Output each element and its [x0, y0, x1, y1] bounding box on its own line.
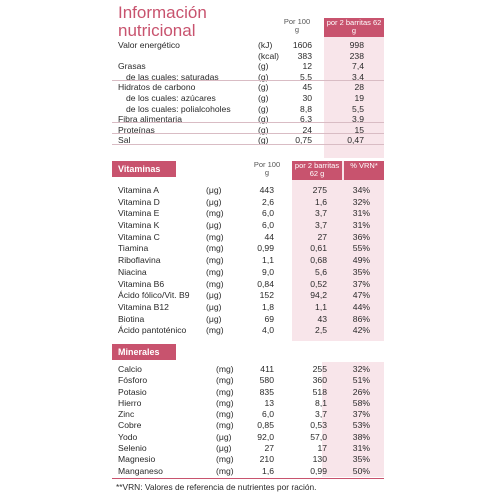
cell-v2: 275 [312, 185, 327, 195]
cell-unit: (μg) [206, 301, 222, 312]
cell-v100: 443 [259, 185, 274, 195]
table-row [112, 279, 384, 291]
cell-vrn: 55% [352, 243, 370, 254]
table-row [112, 454, 384, 465]
cell-vrn: 51% [352, 375, 370, 386]
cell-label: Magnesio [118, 454, 156, 465]
cell-unit: (mg) [206, 208, 224, 219]
cell-label: Vitamina K [118, 220, 160, 231]
cell-v2: 130 [312, 454, 327, 465]
table-row [112, 314, 384, 326]
cell-label: Sal [118, 135, 131, 146]
cell-v2: 255 [312, 364, 327, 374]
vit-per100-header: Por 100 g [253, 160, 281, 177]
divider [112, 133, 384, 134]
cell-unit: (g) [258, 124, 269, 135]
title-line-2: nutricional [118, 21, 196, 40]
cell-vrn: 32% [352, 196, 370, 207]
table-row [112, 420, 384, 431]
per2-header: por 2 barritas 62 g [324, 18, 384, 37]
table-row [112, 40, 384, 51]
cell-label: Fibra alimentaria [118, 114, 182, 125]
cell-unit: (mg) [216, 386, 234, 397]
table-row [112, 93, 384, 104]
cell-vrn: 44% [352, 301, 370, 312]
cell-v100: 9,0 [262, 266, 274, 277]
cell-vrn: 34% [352, 185, 370, 195]
minerals-rows [112, 364, 384, 477]
cell-label: de los cuales: azúcares [126, 92, 216, 103]
title-line-1: Información [118, 3, 207, 22]
table-row [112, 325, 384, 337]
per100-header: Por 100 g [283, 17, 311, 34]
table-row [112, 375, 384, 386]
cell-vrn: 26% [352, 386, 370, 397]
cell-v100: 44 [264, 231, 274, 242]
cell-v2: 998 [349, 40, 364, 50]
cell-v100: 0,85 [257, 420, 274, 431]
cell-v2: 1,1 [315, 301, 327, 312]
cell-label: Ácido pantoténico [118, 325, 187, 336]
cell-v2: 1,6 [315, 196, 327, 207]
divider [112, 122, 384, 123]
cell-vrn: 32% [352, 364, 370, 374]
cell-v100: 383 [297, 50, 312, 61]
cell-vrn: 49% [352, 255, 370, 266]
cell-unit: (mg) [216, 397, 234, 408]
cell-label: Riboflavina [118, 255, 161, 266]
cell-label: Hierro [118, 397, 142, 408]
cell-v100: 1,6 [262, 465, 274, 476]
cell-label: Vitamina B12 [118, 301, 169, 312]
cell-label: Cobre [118, 420, 142, 431]
cell-unit: (mg) [206, 325, 224, 336]
cell-unit: (g) [258, 82, 269, 93]
divider [112, 80, 384, 81]
cell-unit: (mg) [206, 255, 224, 266]
cell-label: de los cuales: polialcoholes [126, 103, 231, 114]
cell-vrn: 86% [352, 313, 370, 324]
cell-unit: (kcal) [258, 50, 280, 61]
cell-v2: 3,9 [352, 114, 364, 125]
table-row [112, 104, 384, 115]
cell-label: Niacina [118, 266, 147, 277]
main-rows [112, 40, 384, 146]
cell-vrn: 42% [352, 325, 370, 336]
cell-v2: 8,1 [315, 397, 327, 408]
cell-label: Vitamina C [118, 231, 160, 242]
cell-vrn: 35% [352, 454, 370, 465]
cell-label: Vitamina D [118, 196, 160, 207]
cell-unit: (μg) [216, 443, 232, 454]
cell-v2: 0,68 [310, 255, 327, 266]
table-row [112, 290, 384, 302]
cell-v100: 24 [302, 124, 312, 135]
cell-v100: 6,3 [300, 114, 312, 125]
cell-label: Manganeso [118, 465, 163, 476]
cell-unit: (g) [258, 61, 269, 72]
cell-label: de las cuales: saturadas [126, 71, 219, 82]
table-row [112, 302, 384, 314]
cell-v100: 6,0 [262, 409, 274, 420]
cell-label: Vitamina A [118, 185, 159, 195]
cell-label: Biotina [118, 313, 145, 324]
cell-v100: 6,0 [262, 208, 274, 219]
cell-v100: 1,1 [262, 255, 274, 266]
cell-unit: (μg) [216, 431, 232, 442]
cell-label: Yodo [118, 431, 138, 442]
table-row [112, 255, 384, 267]
table-row [112, 220, 384, 232]
table-row [112, 61, 384, 72]
cell-unit: (mg) [206, 278, 224, 289]
vit-vrn-header: % VRN* [344, 161, 384, 180]
cell-v100: 30 [302, 92, 312, 103]
cell-v2: 28 [354, 82, 364, 93]
vit-per2-header: por 2 barritas 62 g [292, 161, 342, 180]
cell-unit: (mg) [206, 243, 224, 254]
vitamins-table [112, 161, 384, 343]
cell-label: Selenio [118, 443, 147, 454]
cell-unit: (g) [258, 135, 269, 146]
cell-vrn: 35% [352, 266, 370, 277]
table-row [112, 387, 384, 398]
table-row [112, 398, 384, 409]
cell-label: Zinc [118, 409, 135, 420]
cell-v100: 13 [264, 397, 274, 408]
cell-v100: 2,6 [262, 196, 274, 207]
table-row [112, 232, 384, 244]
cell-v100: 12 [302, 61, 312, 72]
cell-v2: 43 [317, 313, 327, 324]
cell-vrn: 37% [352, 278, 370, 289]
cell-v2: 0,99 [310, 465, 327, 476]
cell-vrn: 58% [352, 397, 370, 408]
table-row [112, 409, 384, 420]
cell-unit: (mg) [216, 375, 234, 386]
cell-v2: 3,4 [352, 71, 364, 82]
cell-vrn: 50% [352, 465, 370, 476]
cell-v2: 238 [349, 50, 364, 61]
divider [112, 144, 384, 145]
table-row [112, 197, 384, 209]
vrn-footnote: **VRN: Valores de referencia de nutrientes por ración. [116, 482, 317, 492]
cell-vrn: 36% [352, 231, 370, 242]
cell-label: Potasio [118, 386, 147, 397]
cell-vrn: 53% [352, 420, 370, 431]
cell-v100: 1606 [292, 40, 312, 50]
cell-v100: 5,5 [300, 71, 312, 82]
cell-v2: 5,5 [352, 103, 364, 114]
cell-label: Hidratos de carbono [118, 82, 196, 93]
cell-v2: 2,5 [315, 325, 327, 336]
cell-unit: (μg) [206, 313, 222, 324]
cell-v100: 0,84 [257, 278, 274, 289]
cell-v100: 580 [259, 375, 274, 386]
cell-v2: 0,47 [347, 135, 364, 146]
bottom-divider [112, 478, 384, 479]
cell-label: Valor energético [118, 40, 180, 50]
cell-vrn: 47% [352, 290, 370, 301]
cell-v100: 411 [260, 364, 274, 374]
cell-v100: 45 [302, 82, 312, 93]
cell-v2: 518 [312, 386, 327, 397]
cell-unit: (mg) [206, 266, 224, 277]
cell-v100: 210 [259, 454, 274, 465]
cell-vrn: 31% [352, 443, 370, 454]
cell-v2: 0,61 [310, 243, 327, 254]
cell-label: Tiamina [118, 243, 149, 254]
vitamins-rows [112, 185, 384, 337]
cell-unit: (mg) [216, 454, 234, 465]
cell-v100: 92,0 [257, 431, 274, 442]
cell-v2: 15 [354, 124, 364, 135]
table-row [112, 364, 384, 375]
table-row [112, 466, 384, 477]
cell-v100: 4,0 [262, 325, 274, 336]
cell-label: Ácido fólico/Vit. B9 [118, 290, 190, 301]
cell-v100: 27 [264, 443, 274, 454]
table-row [112, 208, 384, 220]
cell-unit: (μg) [206, 185, 222, 195]
cell-v100: 6,0 [262, 220, 274, 231]
cell-v2: 27 [317, 231, 327, 242]
table-row [112, 432, 384, 443]
cell-unit: (g) [258, 71, 269, 82]
cell-v2: 3,7 [315, 409, 327, 420]
table-row [112, 82, 384, 93]
table-row [112, 443, 384, 454]
cell-v100: 1,8 [262, 301, 274, 312]
cell-unit: (μg) [206, 196, 222, 207]
cell-label: Fósforo [118, 375, 148, 386]
cell-vrn: 37% [352, 409, 370, 420]
cell-v2: 94,2 [310, 290, 327, 301]
cell-unit: (kJ) [258, 40, 273, 50]
cell-unit: (g) [258, 92, 269, 103]
table-row [112, 51, 384, 62]
cell-label: Grasas [118, 61, 146, 72]
cell-vrn: 31% [352, 208, 370, 219]
cell-v2: 57,0 [310, 431, 327, 442]
energy-macros-table [112, 0, 384, 160]
cell-v2: 7,4 [352, 61, 364, 72]
cell-unit: (mg) [216, 409, 234, 420]
cell-v2: 17 [317, 443, 327, 454]
cell-v100: 152 [259, 290, 274, 301]
vitamins-tab: Vitaminas [112, 161, 176, 177]
cell-label: Vitamina E [118, 208, 160, 219]
cell-v2: 3,7 [315, 220, 327, 231]
cell-v100: 69 [264, 313, 274, 324]
minerals-table [112, 344, 384, 477]
cell-unit: (mg) [216, 364, 234, 374]
cell-label: Proteínas [118, 124, 155, 135]
cell-unit: (mg) [206, 231, 224, 242]
table-row [112, 114, 384, 125]
table-row [112, 243, 384, 255]
cell-v100: 835 [259, 386, 274, 397]
cell-v2: 3,7 [315, 208, 327, 219]
cell-vrn: 38% [352, 431, 370, 442]
cell-unit: (μg) [206, 220, 222, 231]
cell-v2: 0,52 [310, 278, 327, 289]
cell-v100: 0,75 [295, 135, 312, 146]
cell-unit: (g) [258, 114, 269, 125]
minerals-tab: Minerales [112, 344, 176, 360]
cell-v100: 8,8 [300, 103, 312, 114]
cell-v100: 0,99 [257, 243, 274, 254]
table-row [112, 185, 384, 197]
table-row [112, 267, 384, 279]
cell-label: Vitamina B6 [118, 278, 165, 289]
cell-vrn: 31% [352, 220, 370, 231]
cell-v2: 5,6 [315, 266, 327, 277]
cell-v2: 0,53 [310, 420, 327, 431]
cell-unit: (mg) [216, 420, 234, 431]
cell-unit: (mg) [216, 465, 234, 476]
cell-v2: 360 [312, 375, 327, 386]
cell-unit: (μg) [206, 290, 222, 301]
cell-label: Calcio [118, 364, 142, 374]
cell-unit: (g) [258, 103, 269, 114]
cell-v2: 19 [354, 92, 364, 103]
